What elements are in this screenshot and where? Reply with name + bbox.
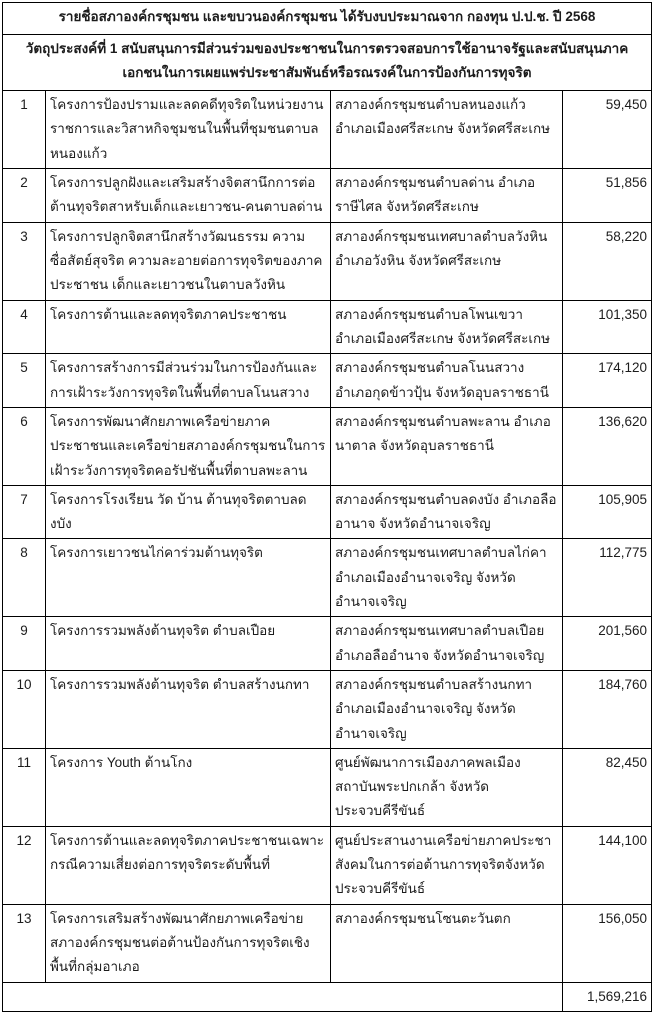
row-number: 5 bbox=[3, 354, 46, 408]
organization-name: สภาองค์กรชุมชนโซนตะวันตก bbox=[331, 904, 563, 982]
project-name: โครงการป้องปรามและลดคดีทุจริตในหน่วยงานราชการและวิสาหกิจชุมชนในพื้นที่ชุมชนตาบลหนองแก้ว bbox=[46, 91, 331, 169]
table-body bbox=[3, 91, 652, 983]
table-row bbox=[3, 670, 652, 748]
project-name: โครงการรวมพลังต้านทุจริต ตำบลสร้างนกทา bbox=[46, 670, 331, 748]
organization-name: ศูนย์พัฒนาการเมืองภาคพลเมือง สถาบันพระปกเกล้า จังหวัดประจวบคีรีขันธ์ bbox=[331, 748, 563, 826]
table-row bbox=[3, 617, 652, 671]
row-number: 7 bbox=[3, 485, 46, 539]
amount-value: 174,120 bbox=[563, 354, 652, 408]
title-row bbox=[3, 3, 652, 35]
total-row bbox=[3, 982, 652, 1011]
project-name: โครงการเยาวชนไก่คาร่วมต้านทุจริต bbox=[46, 539, 331, 617]
table-row bbox=[3, 826, 652, 904]
row-number: 10 bbox=[3, 670, 46, 748]
project-name: โครงการ Youth ต้านโกง bbox=[46, 748, 331, 826]
amount-value: 105,905 bbox=[563, 485, 652, 539]
row-number: 13 bbox=[3, 904, 46, 982]
amount-value: 144,100 bbox=[563, 826, 652, 904]
funding-table bbox=[2, 2, 652, 1012]
amount-value: 112,775 bbox=[563, 539, 652, 617]
row-number: 4 bbox=[3, 300, 46, 354]
project-name: โครงการต้านและลดทุจริตภาคประชาชนเฉพาะกรณีความเสี่ยงต่อการทุจริตระดับพื้นที่ bbox=[46, 826, 331, 904]
amount-value: 58,220 bbox=[563, 222, 652, 300]
row-number: 3 bbox=[3, 222, 46, 300]
table-row bbox=[3, 91, 652, 169]
project-name: โครงการปลูกจิตสานึกสร้างวัฒนธรรม ความซื่อสัตย์สุจริต ความละอายต่อการทุจริตของภาคประชาชน เด็กและเยาวชนในตาบลวังหิน bbox=[46, 222, 331, 300]
amount-value: 184,760 bbox=[563, 670, 652, 748]
amount-value: 51,856 bbox=[563, 168, 652, 222]
row-number: 11 bbox=[3, 748, 46, 826]
row-number: 8 bbox=[3, 539, 46, 617]
project-name: โครงการพัฒนาศักยภาพเครือข่ายภาคประชาชนและเครือข่ายสภาองค์กรชุมชนในการเฝ้าระวังการทุจริตคอรัปชันพื้นที่ตาบลพะลาน bbox=[46, 407, 331, 485]
row-number: 12 bbox=[3, 826, 46, 904]
table-row bbox=[3, 485, 652, 539]
table-row bbox=[3, 300, 652, 354]
document-title: รายชื่อสภาองค์กรชุมชน และขบวนองค์กรชุมชน ได้รับงบประมาณจาก กองทุน ป.ป.ช. ปี 2568 bbox=[3, 3, 652, 35]
row-number: 2 bbox=[3, 168, 46, 222]
organization-name: สภาองค์กรชุมชนตำบลพะลาน อำเภอนาตาล จังหวัดอุบลราชธานี bbox=[331, 407, 563, 485]
project-name: โครงการปลูกฝังและเสริมสร้างจิตสานึกการต่อต้านทุจริตสาหรับเด็กและเยาวชน-คนตาบลด่าน bbox=[46, 168, 331, 222]
row-number: 9 bbox=[3, 617, 46, 671]
organization-name: ศูนย์ประสานงานเครือข่ายภาคประชาสังคมในการต่อต้านการทุจริตจังหวัดประจวบคีรีขันธ์ bbox=[331, 826, 563, 904]
amount-value: 82,450 bbox=[563, 748, 652, 826]
organization-name: สภาองค์กรชุมชนตำบลด่าน อำเภอราษีไศล จังหวัดศรีสะเกษ bbox=[331, 168, 563, 222]
table-row bbox=[3, 904, 652, 982]
organization-name: สภาองค์กรชุมชนตำบลสร้างนกทา อำเภอเมืองอำนาจเจริญ จังหวัดอำนาจเจริญ bbox=[331, 670, 563, 748]
total-amount: 1,569,216 bbox=[563, 982, 652, 1011]
table-row bbox=[3, 222, 652, 300]
table-row bbox=[3, 168, 652, 222]
organization-name: สภาองค์กรชุมชนตำบลโพนเขวา อำเภอเมืองศรีสะเกษ จังหวัดศรีสะเกษ bbox=[331, 300, 563, 354]
amount-value: 156,050 bbox=[563, 904, 652, 982]
amount-value: 101,350 bbox=[563, 300, 652, 354]
total-spacer bbox=[3, 982, 563, 1011]
organization-name: สภาองค์กรชุมชนเทศบาลตำบลไก่คา อำเภอเมืองอำนาจเจริญ จังหวัดอำนาจเจริญ bbox=[331, 539, 563, 617]
amount-value: 59,450 bbox=[563, 91, 652, 169]
table-row bbox=[3, 748, 652, 826]
amount-value: 136,620 bbox=[563, 407, 652, 485]
organization-name: สภาองค์กรชุมชนตำบลหนองแก้ว อำเภอเมืองศรีสะเกษ จังหวัดศรีสะเกษ bbox=[331, 91, 563, 169]
table-row bbox=[3, 539, 652, 617]
table-row bbox=[3, 407, 652, 485]
table-row bbox=[3, 354, 652, 408]
project-name: โครงการโรงเรียน วัด บ้าน ต้านทุจริตตาบลดงบัง bbox=[46, 485, 331, 539]
objective-row bbox=[3, 35, 652, 91]
project-name: โครงการเสริมสร้างพัฒนาศักยภาพเครือข่ายสภาองค์กรชุมชนต่อต้านป้องกันการทุจริตเชิงพื้นที่กลุ่มอาเภอ bbox=[46, 904, 331, 982]
project-name: โครงการสร้างการมีส่วนร่วมในการป้องกันและการเฝ้าระวังการทุจริตในพื้นที่ตาบลโนนสวาง bbox=[46, 354, 331, 408]
row-number: 6 bbox=[3, 407, 46, 485]
amount-value: 201,560 bbox=[563, 617, 652, 671]
document-page bbox=[2, 2, 651, 1012]
organization-name: สภาองค์กรชุมชนเทศบาลตำบลเปือย อำเภอลืออำนาจ จังหวัดอำนาจเจริญ bbox=[331, 617, 563, 671]
organization-name: สภาองค์กรชุมชนตำบลดงบัง อำเภอลืออานาจ จังหวัดอำนาจเจริญ bbox=[331, 485, 563, 539]
objective-heading: วัตถุประสงค์ที่ 1 สนับสนุนการมีส่วนร่วมของประชาชนในการตรวจสอบการใช้อานาจรัฐและสนับสนุนภาคเอกชนในการเผยแพร่ประชาสัมพันธ์หรือรณรงค์ในการป้องกันการทุจริต bbox=[3, 35, 652, 91]
row-number: 1 bbox=[3, 91, 46, 169]
organization-name: สภาองค์กรชุมชนเทศบาลตำบลวังหิน อำเภอวังหิน จังหวัดศรีสะเกษ bbox=[331, 222, 563, 300]
project-name: โครงการรวมพลังต้านทุจริต ตำบลเปือย bbox=[46, 617, 331, 671]
project-name: โครงการต้านและลดทุจริตภาคประชาชน bbox=[46, 300, 331, 354]
organization-name: สภาองค์กรชุมชนตำบลโนนสวาง อำเภอกุดข้าวปุ้น จังหวัดอุบลราชธานี bbox=[331, 354, 563, 408]
